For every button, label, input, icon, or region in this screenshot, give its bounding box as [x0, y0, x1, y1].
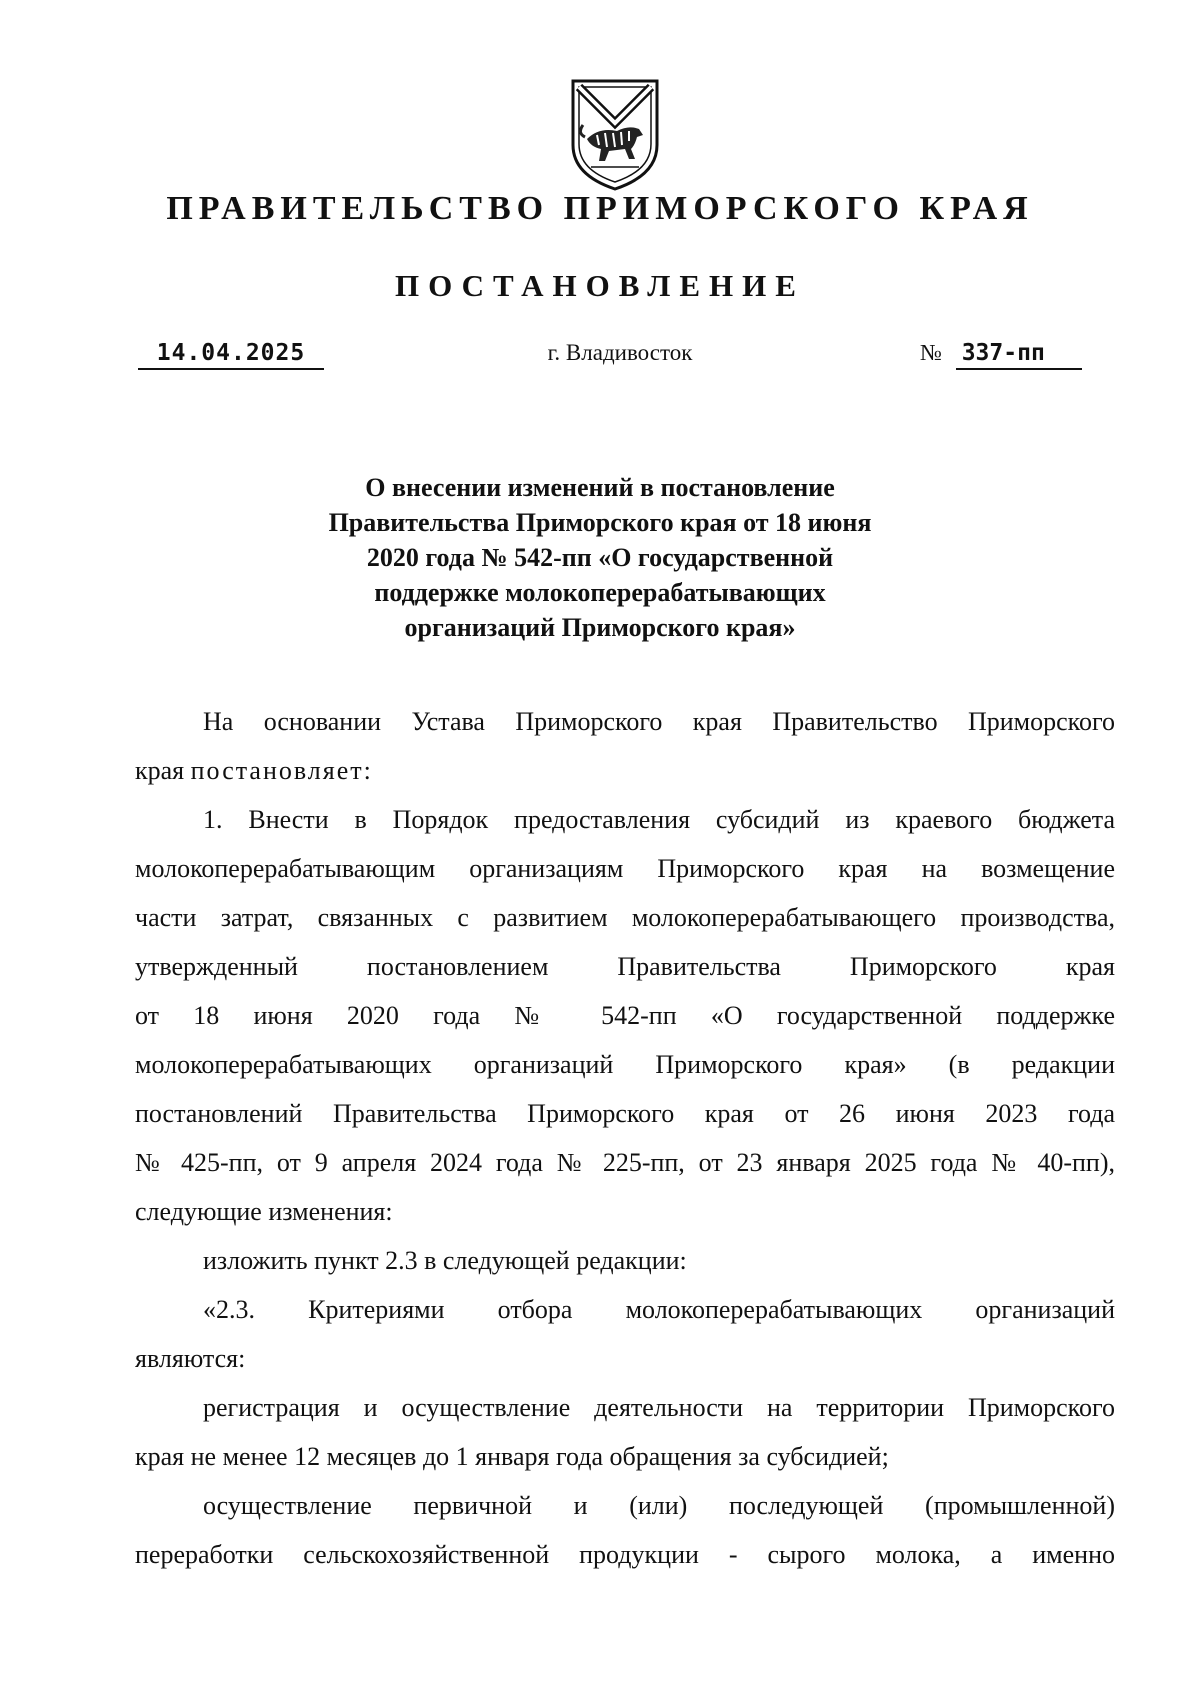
body-line: следующие изменения: — [135, 1197, 393, 1226]
body-line: регистрация и осуществление деятельности на территории Приморского — [203, 1393, 1115, 1422]
body-line: изложить пункт 2.3 в следующей редакции: — [203, 1246, 687, 1275]
document-meta — [0, 340, 1200, 380]
body-line: постановлений Правительства Приморского края от 26 июня 2023 года — [135, 1099, 1115, 1128]
document-heading — [0, 470, 1200, 645]
clause-2-3-paragraph — [135, 1285, 1115, 1383]
body-line: переработки сельскохозяйственной продукции - сырого молока, а именно — [135, 1540, 1115, 1569]
document-city: г. Владивосток — [547, 340, 693, 365]
body-line — [135, 746, 1115, 795]
heading-line: поддержке молокоперерабатывающих — [374, 578, 826, 607]
body-line: молокоперерабатывающим организациям Приморского края на возмещение — [135, 854, 1115, 883]
number-sign: № — [920, 340, 942, 365]
organization-title: ПРАВИТЕЛЬСТВО ПРИМОРСКОГО КРАЯ — [166, 190, 1034, 227]
body-word: края — [135, 756, 185, 785]
instruction-paragraph — [135, 1236, 1115, 1285]
body-line: утвержденный постановлением Правительства Приморского края — [135, 952, 1115, 981]
document-body — [135, 697, 1115, 1579]
document-type: ПОСТАНОВЛЕНИЕ — [395, 268, 805, 303]
item-1-paragraph — [135, 795, 1115, 1236]
body-line: осуществление первичной и (или) последующей (промышленной) — [203, 1491, 1115, 1520]
heading-line: Правительства Приморского края от 18 июня — [328, 508, 872, 537]
body-line: от 18 июня 2020 года № 542-пп «О государственной поддержке — [135, 1001, 1115, 1030]
body-line: № 425-пп, от 9 апреля 2024 года № 225-пп, от 23 января 2025 года № 40-пп), — [135, 1148, 1115, 1177]
body-word-spaced: постановляет: — [190, 756, 373, 785]
primorsky-krai-coat-of-arms-icon — [569, 75, 661, 193]
criterion-1-paragraph — [135, 1383, 1115, 1481]
body-line: являются: — [135, 1344, 246, 1373]
document-date: 14.04.2025 — [138, 340, 324, 370]
document-number-block — [920, 340, 1080, 370]
body-line: края не менее 12 месяцев до 1 января года обращения за субсидией; — [135, 1442, 889, 1471]
heading-line: О внесении изменений в постановление — [365, 473, 835, 502]
body-line: части затрат, связанных с развитием молокоперерабатывающего производства, — [135, 903, 1115, 932]
criterion-2-paragraph — [135, 1481, 1115, 1579]
body-line: «2.3. Критериями отбора молокоперерабатывающих организаций — [203, 1295, 1115, 1324]
body-line: молокоперерабатывающих организаций Приморского края» (в редакции — [135, 1050, 1115, 1079]
intro-paragraph — [135, 697, 1115, 795]
body-line: На основании Устава Приморского края Правительство Приморского — [203, 707, 1115, 736]
body-line: 1. Внести в Порядок предоставления субсидий из краевого бюджета — [203, 805, 1115, 834]
heading-line: 2020 года № 542-пп «О государственной — [366, 543, 834, 572]
document-number: 337-пп — [956, 340, 1082, 370]
heading-line: организаций Приморского края» — [404, 613, 796, 642]
